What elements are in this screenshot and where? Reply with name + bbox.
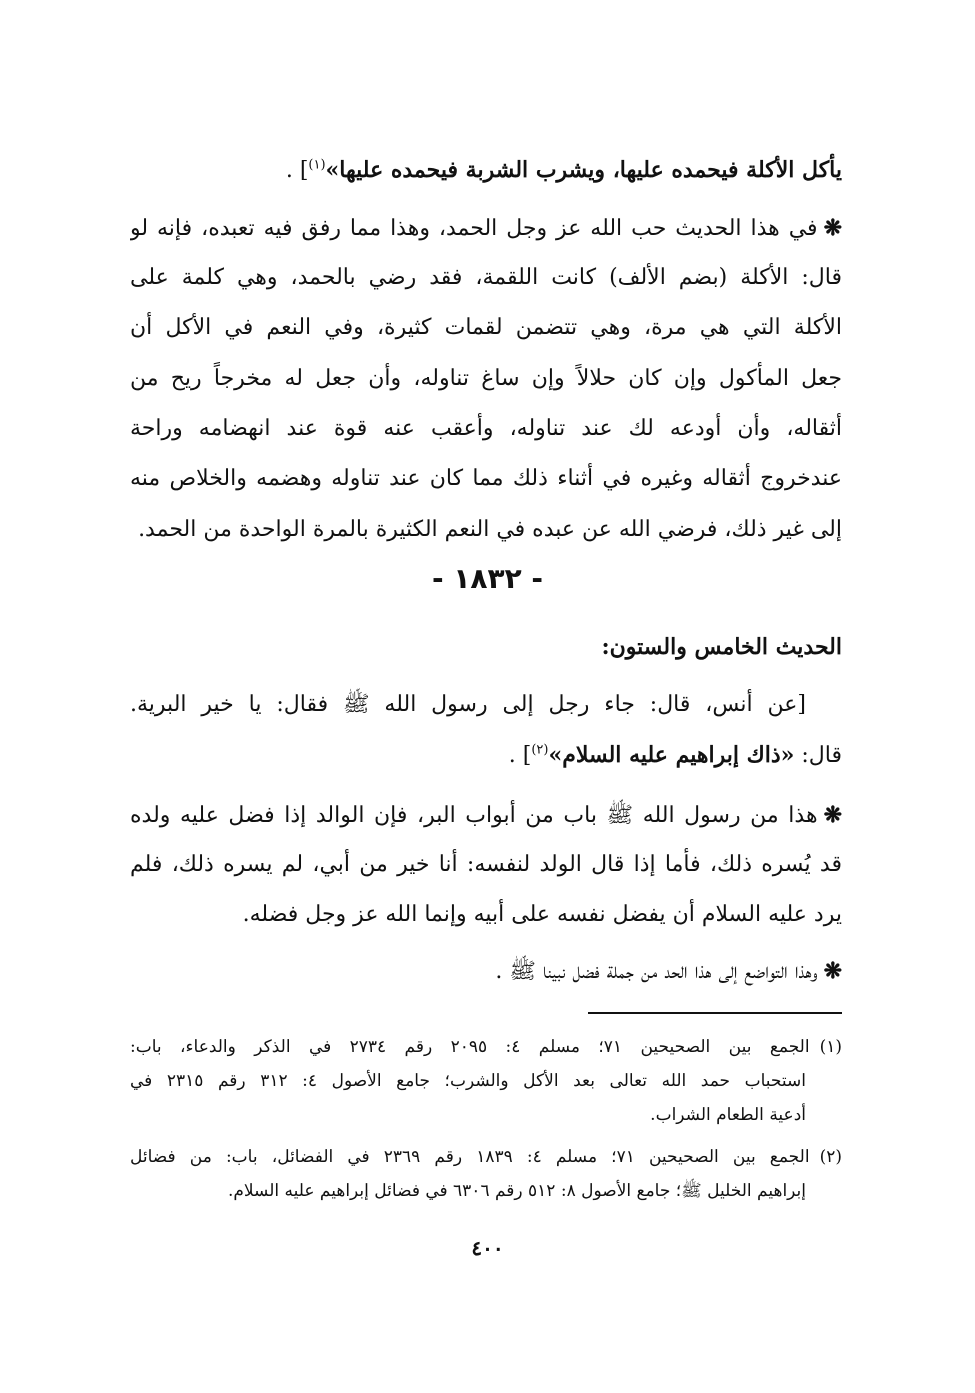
footnote-line: إبراهيم الخليل ﷺ؛ جامع الأصول ٨: ٥١٢ رقم ٦٣٠٦ في فضائل إبراهيم عليه السلام. bbox=[227, 1181, 806, 1201]
commentary-1-line: إلى غير ذلك، فرضي الله عن عبده في النعم الكثيرة بالمرة الواحدة من الحمد. bbox=[138, 517, 842, 542]
commentary-2-line: قد يُسره ذلك، فأما إذا قال الولد لنفسه: أنا خير من أبي، لم يسره ذلك، فلم bbox=[130, 852, 842, 877]
commentary-1-line: جعل المأكول وإن كان حلالاً وإن ساغ تناوله، وأن جعل له مخرجاً ريح من bbox=[130, 366, 842, 391]
hadith-text-line-1: [عن أنس، قال: جاء رجل إلى رسول الله ﷺ فقال: يا خير البرية. bbox=[130, 692, 806, 717]
footnote-number: (٢) bbox=[819, 1147, 842, 1167]
page-number: ٤٠٠ bbox=[471, 1236, 504, 1260]
hadith-title: الحديث الخامس والستون: bbox=[601, 634, 842, 660]
commentary-paragraph-3: ❋وهذا التواضع إلى هذا الحد من جملة فضل نبينا ﷺ . bbox=[495, 958, 842, 984]
star-ornament-icon: ❋ bbox=[823, 215, 842, 241]
star-ornament-icon: ❋ bbox=[823, 802, 842, 828]
main-text bbox=[130, 0, 842, 1000]
footnote-ref-2[interactable]: (٢) bbox=[531, 742, 549, 758]
footnote-number: (١) bbox=[819, 1037, 842, 1057]
hadith-text-line-2: قال: «ذاك إبراهيم عليه السلام»$^{(٢)}$] . bbox=[508, 742, 842, 768]
intro-line bbox=[130, 143, 842, 197]
footnote-divider bbox=[588, 1012, 842, 1014]
hadith-number: - ١٨٣٢ - bbox=[431, 562, 544, 595]
footnotes bbox=[130, 1024, 842, 1214]
commentary-1-line: ❋في هذا الحديث حب الله عز وجل الحمد، وهذا مما رفق فيه تعبده، فإنه لو bbox=[130, 215, 842, 241]
star-ornament-icon: ❋ bbox=[823, 958, 842, 984]
intro-tail: ] . bbox=[285, 158, 309, 183]
footnote-line: استحباب حمد الله تعالى بعد الأكل والشرب؛ جامع الأصول ٤: ٣١٢ رقم ٢٣١٥ في bbox=[130, 1071, 806, 1091]
intro-bold-text: يأكل الأكلة فيحمده عليها، ويشرب الشربة فيحمده عليها» bbox=[325, 157, 842, 183]
commentary-2-line: يرد عليه السلام أن يفضل نفسه على أبيه وإنما الله عز وجل فضله. bbox=[242, 902, 842, 927]
footnote-line: (١)الجمع بين الصحيحين ٧١؛ مسلم ٤: ٢٠٩٥ رقم ٢٧٣٤ في الذكر والدعاء، باب: bbox=[130, 1037, 842, 1057]
footnote-line: أدعية الطعام الشراب. bbox=[650, 1105, 806, 1125]
commentary-1-line: الأكلة التي هي مرة، وهي تتضمن لقمات كثيرة، وفي النعم في الأكل أن bbox=[130, 315, 842, 340]
commentary-1-line: أثقاله، وأن أودعه لك عند تناوله، وأعقب عنه قوة عند انهضامه وراحة bbox=[130, 416, 842, 441]
commentary-1-line: عندخروج أثقاله وغيره في أثناء ذلك مما كان عند تناوله وهضمه والخلاص منه bbox=[130, 466, 842, 491]
footnote-line: (٢)الجمع بين الصحيحين ٧١؛ مسلم ٤: ١٨٣٩ رقم ٢٣٦٩ في الفضائل، باب: من فضائل bbox=[130, 1147, 842, 1167]
footnote-ref-1[interactable]: (١) bbox=[308, 157, 326, 173]
commentary-1-line: قال: الأكلة (بضم الألف) كانت اللقمة، فقد رضي بالحمد، وهي كلمة على bbox=[130, 265, 842, 290]
commentary-2-line: ❋هذا من رسول الله ﷺ باب من أبواب البر، فإن الوالد إذا فضل عليه ولده bbox=[130, 802, 842, 828]
hadith-quote: «ذاك إبراهيم عليه السلام» bbox=[548, 742, 795, 768]
